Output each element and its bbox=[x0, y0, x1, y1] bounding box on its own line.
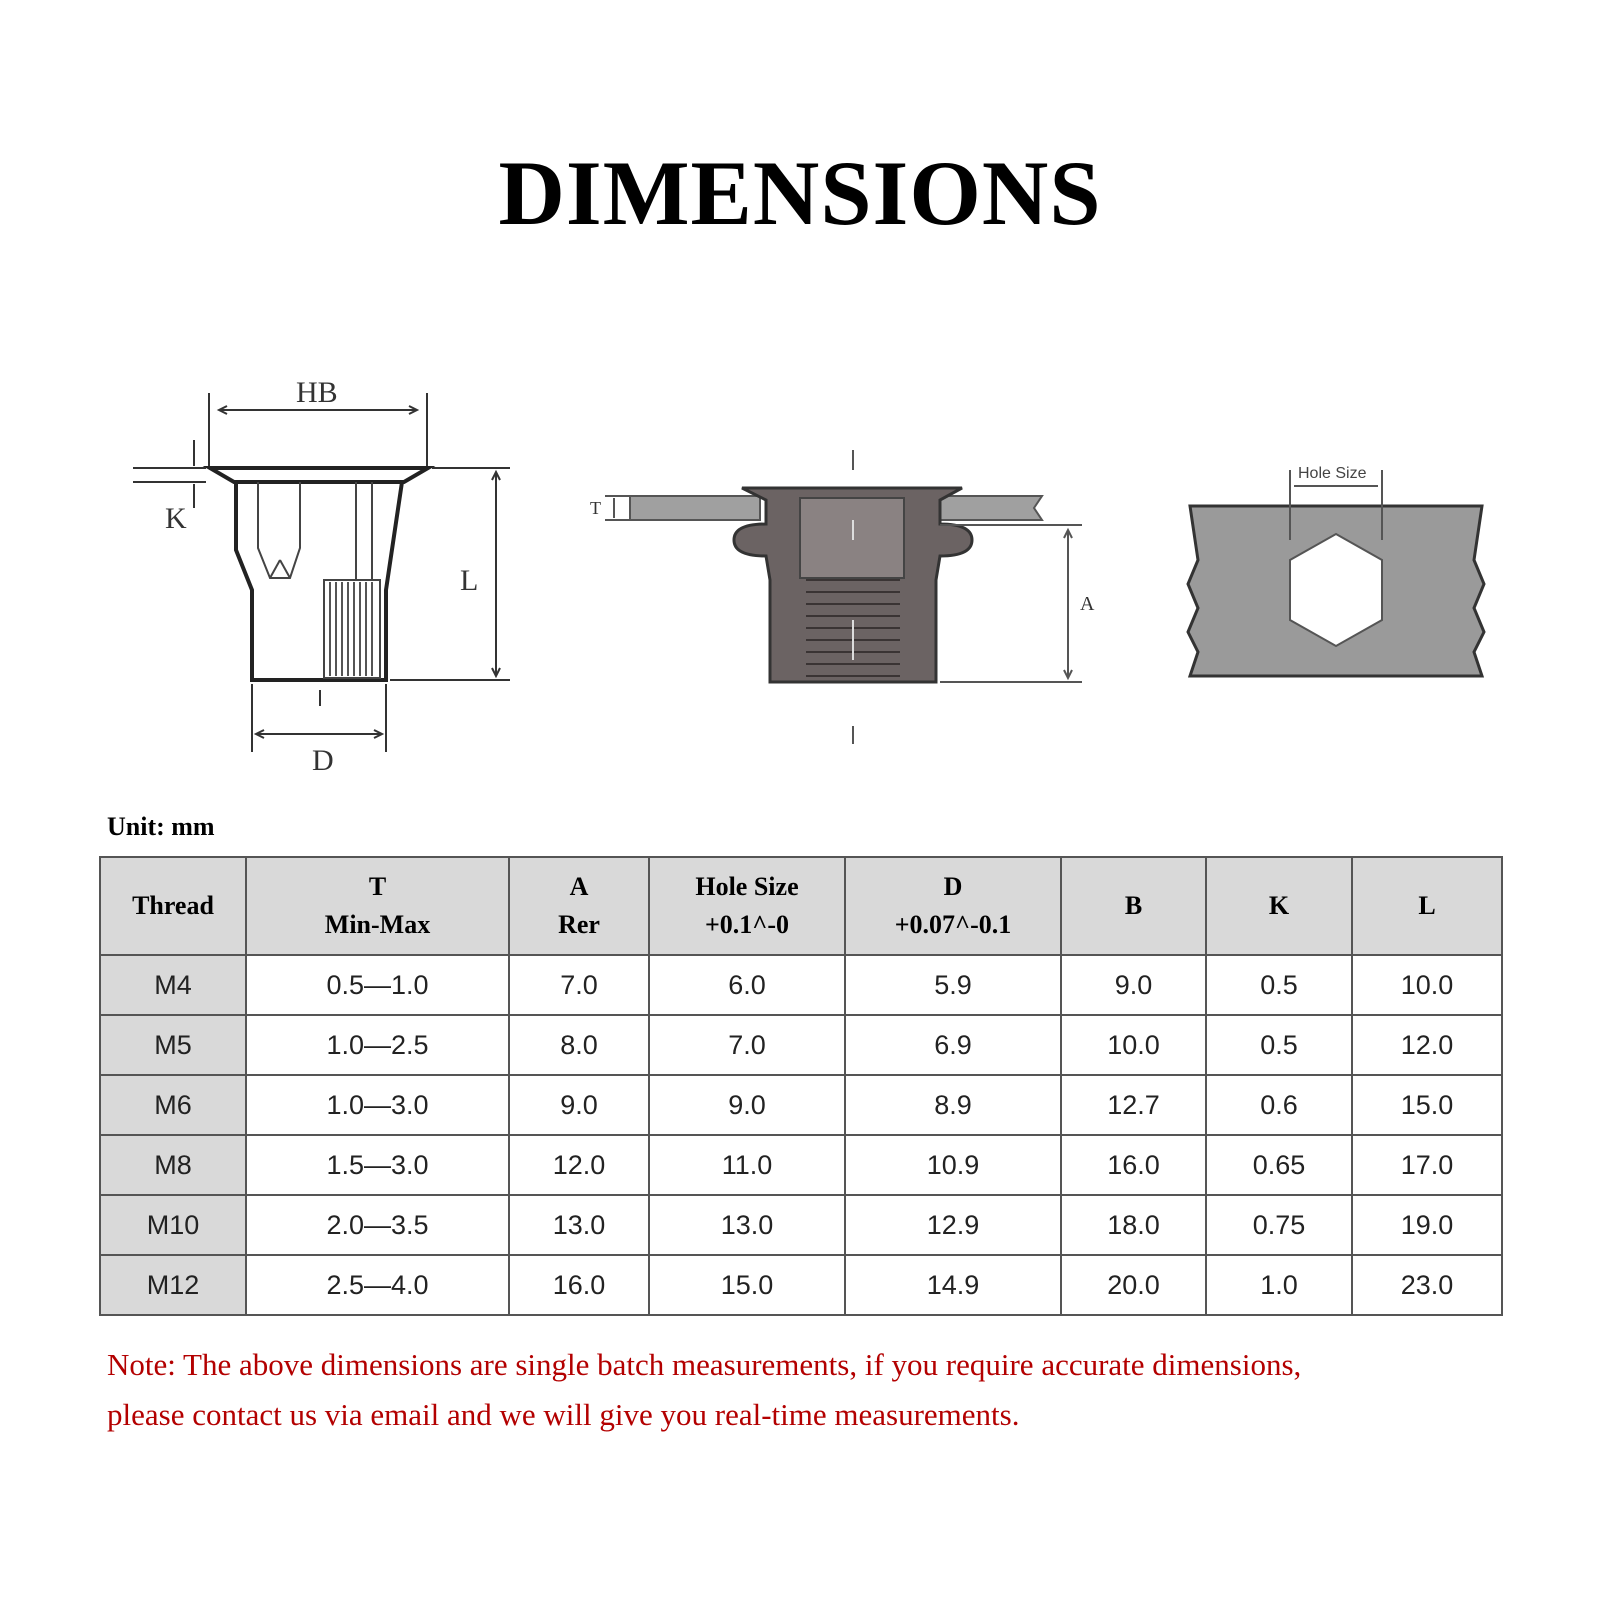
table-cell: 0.5—1.0 bbox=[246, 955, 509, 1015]
table-cell: 5.9 bbox=[845, 955, 1061, 1015]
table-row bbox=[100, 955, 1502, 1015]
table-cell: 18.0 bbox=[1061, 1195, 1206, 1255]
table-cell: 9.0 bbox=[649, 1075, 845, 1135]
table-row bbox=[100, 1015, 1502, 1075]
table-cell: 16.0 bbox=[1061, 1135, 1206, 1195]
installed-rivet-nut-drawing bbox=[605, 450, 1082, 744]
table-cell: 11.0 bbox=[649, 1135, 845, 1195]
table-cell: 7.0 bbox=[649, 1015, 845, 1075]
thread-cell: M5 bbox=[100, 1015, 246, 1075]
table-cell: 10.9 bbox=[845, 1135, 1061, 1195]
table-cell: 2.0—3.5 bbox=[246, 1195, 509, 1255]
table-row bbox=[100, 1075, 1502, 1135]
table-cell: 2.5—4.0 bbox=[246, 1255, 509, 1315]
table-cell: 13.0 bbox=[509, 1195, 649, 1255]
header-d: D +0.07^-0.1 bbox=[845, 857, 1061, 955]
header-hole-size: Hole Size +0.1^-0 bbox=[649, 857, 845, 955]
technical-drawings bbox=[0, 280, 1600, 800]
table-cell: 8.9 bbox=[845, 1075, 1061, 1135]
hb-label: HB bbox=[296, 376, 338, 409]
table-cell: 16.0 bbox=[509, 1255, 649, 1315]
table-cell: 12.0 bbox=[509, 1135, 649, 1195]
table-cell: 15.0 bbox=[1352, 1075, 1502, 1135]
table-cell: 12.7 bbox=[1061, 1075, 1206, 1135]
header-k: K bbox=[1206, 857, 1352, 955]
thread-cell: M10 bbox=[100, 1195, 246, 1255]
table-row bbox=[100, 1135, 1502, 1195]
table-cell: 0.5 bbox=[1206, 955, 1352, 1015]
table-cell: 0.5 bbox=[1206, 1015, 1352, 1075]
table-cell: 9.0 bbox=[1061, 955, 1206, 1015]
table-cell: 14.9 bbox=[845, 1255, 1061, 1315]
table-cell: 1.5—3.0 bbox=[246, 1135, 509, 1195]
k-label: K bbox=[165, 502, 187, 535]
table-cell: 6.9 bbox=[845, 1015, 1061, 1075]
table-cell: 10.0 bbox=[1352, 955, 1502, 1015]
note-text bbox=[107, 1340, 1527, 1440]
table-cell: 13.0 bbox=[649, 1195, 845, 1255]
page-title: DIMENSIONS bbox=[498, 142, 1102, 244]
table-row bbox=[100, 1255, 1502, 1315]
header-b: B bbox=[1061, 857, 1206, 955]
table-cell: 20.0 bbox=[1061, 1255, 1206, 1315]
table-row bbox=[100, 1195, 1502, 1255]
header-thread: Thread bbox=[100, 857, 246, 955]
thread-cell: M6 bbox=[100, 1075, 246, 1135]
table-cell: 0.65 bbox=[1206, 1135, 1352, 1195]
table-cell: 23.0 bbox=[1352, 1255, 1502, 1315]
table-cell: 12.0 bbox=[1352, 1015, 1502, 1075]
table-cell: 1.0 bbox=[1206, 1255, 1352, 1315]
hex-hole-plate-drawing bbox=[1188, 470, 1484, 676]
note-line-1: Note: The above dimensions are single batch measurements, if you require accurate dimensions, bbox=[107, 1347, 1302, 1382]
table-cell: 1.0—2.5 bbox=[246, 1015, 509, 1075]
thread-cell: M12 bbox=[100, 1255, 246, 1315]
dimensions-table bbox=[99, 856, 1503, 1316]
table-cell: 19.0 bbox=[1352, 1195, 1502, 1255]
header-t: T Min-Max bbox=[246, 857, 509, 955]
table-cell: 8.0 bbox=[509, 1015, 649, 1075]
d-label: D bbox=[312, 744, 334, 777]
table-cell: 1.0—3.0 bbox=[246, 1075, 509, 1135]
table-cell: 6.0 bbox=[649, 955, 845, 1015]
rivet-nut-side-drawing bbox=[133, 393, 510, 752]
a-label: A bbox=[1080, 593, 1095, 615]
header-l: L bbox=[1352, 857, 1502, 955]
table-cell: 9.0 bbox=[509, 1075, 649, 1135]
table-cell: 10.0 bbox=[1061, 1015, 1206, 1075]
note-line-2: please contact us via email and we will give you real-time measurements. bbox=[107, 1397, 1020, 1432]
t-label: T bbox=[590, 498, 601, 518]
table-cell: 7.0 bbox=[509, 955, 649, 1015]
thread-cell: M8 bbox=[100, 1135, 246, 1195]
table-cell: 0.6 bbox=[1206, 1075, 1352, 1135]
table-cell: 0.75 bbox=[1206, 1195, 1352, 1255]
header-a: A Rer bbox=[509, 857, 649, 955]
table-header-row bbox=[100, 857, 1502, 955]
table-cell: 12.9 bbox=[845, 1195, 1061, 1255]
table-cell: 17.0 bbox=[1352, 1135, 1502, 1195]
table-cell: 15.0 bbox=[649, 1255, 845, 1315]
thread-cell: M4 bbox=[100, 955, 246, 1015]
hole-size-label: Hole Size bbox=[1298, 465, 1367, 482]
l-label: L bbox=[460, 564, 479, 597]
unit-label: Unit: mm bbox=[107, 812, 215, 841]
